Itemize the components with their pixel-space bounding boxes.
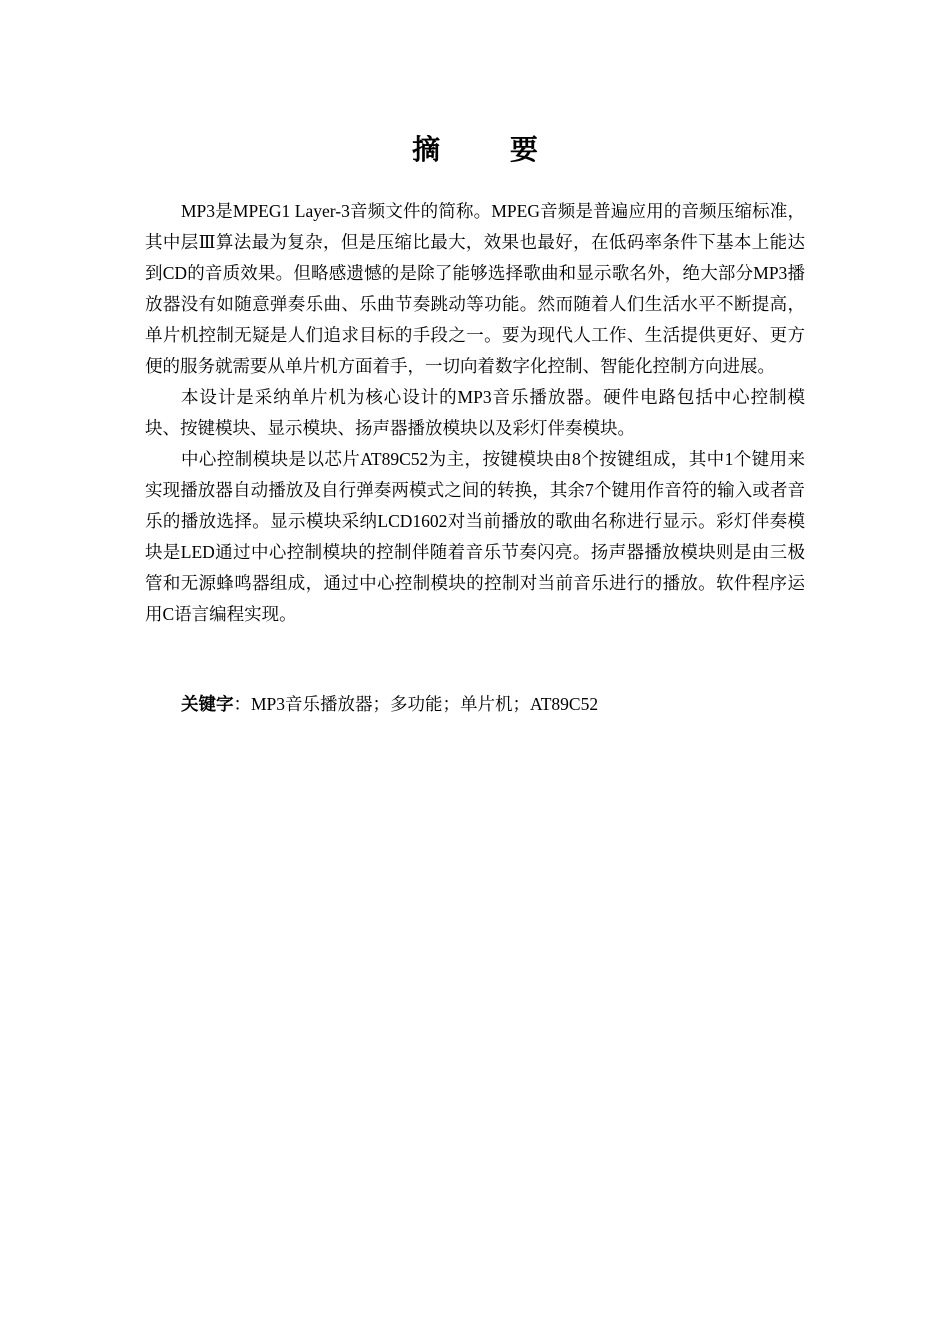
abstract-paragraph-3: 中心控制模块是以芯片AT89C52为主，按键模块由8个按键组成，其中1个键用来实现播放器自动播放及自行弹奏两模式之间的转换，其余7个键用作音符的输入或者音乐的播放选择。显示模块采纳LCD1602对当前播放的歌曲名称进行显示。彩灯伴奏模块是LED通过中心控制模块的控制伴随着音乐节奏闪亮。扬声器播放模块则是由三极管和无源蜂鸣器组成，通过中心控制模块的控制对当前音乐进行的播放。软件程序运用C语言编程实现。 [145,449,805,624]
abstract-paragraph-2: 本设计是采纳单片机为核心设计的MP3音乐播放器。硬件电路包括中心控制模块、按键模块、显示模块、扬声器播放模块以及彩灯伴奏模块。 [145,387,805,438]
keywords-line [145,689,805,720]
abstract-title: 摘 要 [412,133,568,166]
keywords-label: 关键字 [181,694,234,714]
abstract-body [145,196,805,630]
abstract-paragraph-1: MP3是MPEG1 Layer-3音频文件的简称。MPEG音频是普遍应用的音频压缩标准，其中层Ⅲ算法最为复杂，但是压缩比最大，效果也最好，在低码率条件下基本上能达到CD的音质效果。但略感遗憾的是除了能够选择歌曲和显示歌名外，绝大部分MP3播放器没有如随意弹奏乐曲、乐曲节奏跳动等功能。然而随着人们生活水平不断提高，单片机控制无疑是人们追求目标的手段之一。要为现代人工作、生活提供更好、更方便的服务就需要从单片机方面着手，一切向着数字化控制、智能化控制方向进展。 [145,201,805,376]
keywords-separator: ： [233,694,251,714]
keywords-list: MP3音乐播放器；多功能；单片机；AT89C52 [251,694,599,714]
